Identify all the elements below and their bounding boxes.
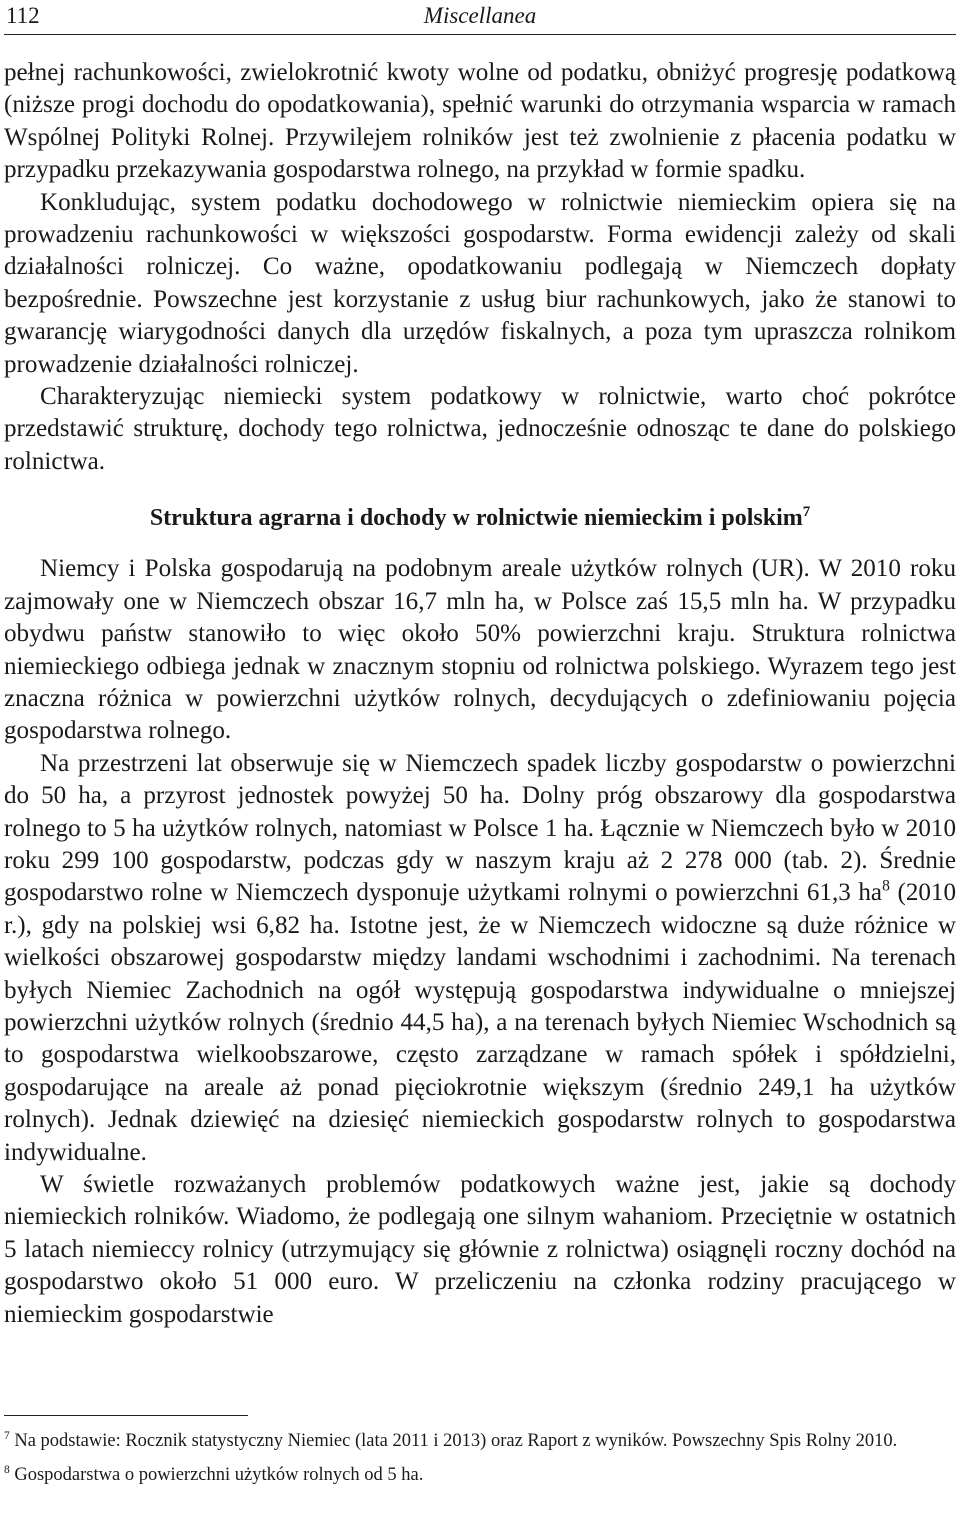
footnotes xyxy=(4,1415,956,1496)
section-heading xyxy=(4,503,956,533)
paragraph: Niemcy i Polska gospodarują na podobnym areale użytków rolnych (UR). W 2010 roku zajmowały one w Niemczech obszar 16,7 mln ha, w Polsce zaś 15,5 mln ha. W przypadku obydwu państw stanowiło to więc około 50% powierzchni kraju. Struktura rolnictwa niemieckiego odbiega jednak w znacznym stopniu od rolnictwa polskiego. Wyrazem tego jest znaczna różnica w powierzchni użytków rolnych, decydujących o zdefiniowaniu pojęcia gospodarstwa rolnego. xyxy=(4,555,956,745)
section-heading-text: Struktura agrarna i dochody w rolnictwie niemieckim i polskim xyxy=(149,505,803,532)
paragraph-text: (2010 r.), gdy na polskiej wsi 6,82 ha. Istotne jest, że w Niemczech widoczne są duże różnice w wielkości obszarowej gospodarstw między landami wschodnimi i zachodnimi. Na terenach byłych Niemiec Zachodnich na ogół występują gospodarstwa indywidualne o mniejszej powierzchni użytków rolnych (średnio 44,5 ha), a na terenach byłych Niemiec Wschodnich są to gospodarstwa wielkoobszarowe, często zarządzane w ramach spółek i spółdzielni, gospodarujące na areale aż ponad pięciokrotnie większym (średnio 249,1 ha użytków rolnych). Jednak dziewięć na dziesięć niemieckich gospodarstw rolnych to gospodarstwa indywidualne. xyxy=(4,879,957,1166)
paragraph: pełnej rachunkowości, zwielokrotnić kwoty wolne od podatku, obniżyć progresję podatkową (niższe progi dochodu do opodatkowania), spełnić warunki do otrzymania wsparcia w ramach Wspólnej Polityki Rolnej. Przywilejem rolników jest też zwolnienie z płacenia podatku w przypadku przekazywania gospodarstwa rolnego, na przykład w formie spadku. xyxy=(4,59,956,184)
footnote-text: Gospodarstwa o powierzchni użytków rolnych od 5 ha. xyxy=(14,1465,424,1485)
paragraph: Charakteryzując niemiecki system podatkowy w rolnictwie, warto choć pokrótce przedstawić strukturę, dochody tego rolnictwa, jednocześnie odnosząc te dane do polskiego rolnictwa. xyxy=(4,383,956,475)
footnote-text: Na podstawie: Rocznik statystyczny Niemiec (lata 2011 i 2013) oraz Raport z wyników. Powszechny Spis Rolny 2010. xyxy=(14,1431,898,1451)
paragraph-text: Na przestrzeni lat obserwuje się w Niemczech spadek liczby gospodarstw o powierzchni do 50 ha, a przyrost jednostek powyżej 50 ha. Dolny próg obszarowy dla gospodarstwa rolnego to 5 ha użytków rolnych, natomiast w Polsce 1 ha. Łącznie w Niemczech było w 2010 roku 299 100 gospodarstw, podczas gdy w naszym kraju aż 2 278 000 (tab. 2). Średnie gospodarstwo rolne w Niemczech dysponuje użytkami rolnymi o powierzchni 61,3 ha xyxy=(4,749,956,907)
footnote-ref: 7 xyxy=(802,504,811,521)
paragraph: W świetle rozważanych problemów podatkowych ważne jest, jakie są dochody niemieckich rolników. Wiadomo, że podlegają one silnym wahaniom. Przeciętnie w ostatnich 5 latach niemieccy rolnicy (utrzymujący się głównie z rolnictwa) osiągnęli roczny dochód na gospodarstwo około 51 000 euro. W przeliczeniu na członka rodziny pracującego w niemieckim gospodarstwie xyxy=(4,1171,956,1328)
footnote-number: 7 xyxy=(4,1429,10,1442)
running-title: Miscellanea xyxy=(423,3,537,28)
footnote-ref: 8 xyxy=(882,877,890,895)
page-header xyxy=(4,0,956,35)
footnote xyxy=(4,1428,956,1454)
page-number: 112 xyxy=(6,3,40,28)
footnote-divider xyxy=(4,1415,248,1416)
main-text xyxy=(4,57,956,1331)
footnote xyxy=(4,1462,956,1488)
footnote-number: 8 xyxy=(4,1463,10,1476)
paragraph xyxy=(4,748,956,1169)
paragraph: Konkludując, system podatku dochodowego w rolnictwie niemieckim opiera się na prowadzeniu rachunkowości w większości gospodarstw. Forma ewidencji zależy od skali działalności rolniczej. Co ważne, opodatkowaniu podlegają w Niemczech dopłaty bezpośrednie. Powszechne jest korzystanie z usług biur rachunkowych, jako że stanowi to gwarancję wiarygodności danych dla urzędów fiskalnych, a poza tym upraszcza rolnikom prowadzenie działalności rolniczej. xyxy=(4,188,956,378)
